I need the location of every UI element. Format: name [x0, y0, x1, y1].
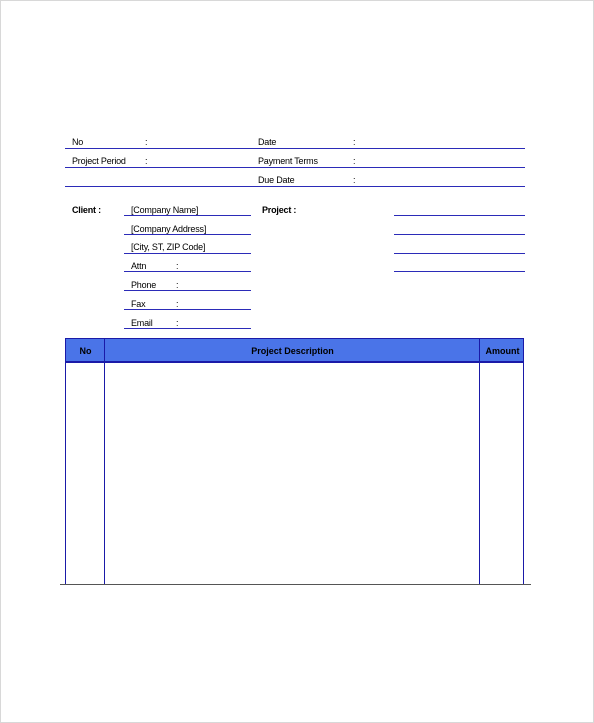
attn-colon: : [176, 261, 179, 271]
date-label: Date [258, 137, 277, 147]
row-rule-period [65, 167, 525, 168]
column-divider-1 [104, 338, 105, 585]
client-rule-1 [124, 215, 251, 216]
phone-colon: : [176, 280, 179, 290]
client-rule-4 [124, 271, 251, 272]
project-rule-1 [394, 215, 525, 216]
row-rule-due [65, 186, 525, 187]
project-rule-2 [394, 234, 525, 235]
table-border-right [523, 338, 524, 585]
no-label: No [72, 137, 84, 147]
project-label: Project : [262, 205, 297, 215]
table-bottom-rule [60, 584, 531, 585]
column-header-amount: Amount [485, 346, 520, 356]
table-header [65, 338, 524, 363]
payment-terms-colon: : [353, 156, 356, 166]
column-header-description: Project Description [251, 346, 334, 356]
attn-label: Attn [131, 261, 147, 271]
payment-terms-label: Payment Terms [258, 156, 318, 166]
table-border-left [65, 338, 66, 585]
email-label: Email [131, 318, 153, 328]
client-rule-2 [124, 234, 251, 235]
company-address: [Company Address] [131, 224, 207, 234]
row-rule-no [65, 148, 525, 149]
client-rule-6 [124, 309, 251, 310]
project-period-label: Project Period [72, 156, 126, 166]
city-st-zip: [City, ST, ZIP Code] [131, 242, 206, 252]
fax-label: Fax [131, 299, 146, 309]
project-rule-4 [394, 271, 525, 272]
email-colon: : [176, 318, 179, 328]
column-divider-2 [479, 338, 480, 585]
client-label: Client : [72, 205, 101, 215]
client-rule-7 [124, 328, 251, 329]
line-items-table [65, 338, 524, 585]
due-date-colon: : [353, 175, 356, 185]
phone-label: Phone [131, 280, 157, 290]
fax-colon: : [176, 299, 179, 309]
project-rule-3 [394, 253, 525, 254]
date-colon: : [353, 137, 356, 147]
client-rule-3 [124, 253, 251, 254]
client-rule-5 [124, 290, 251, 291]
due-date-label: Due Date [258, 175, 295, 185]
company-name: [Company Name] [131, 205, 199, 215]
project-period-colon: : [145, 156, 148, 166]
no-colon: : [145, 137, 148, 147]
column-header-no: No [79, 346, 92, 356]
